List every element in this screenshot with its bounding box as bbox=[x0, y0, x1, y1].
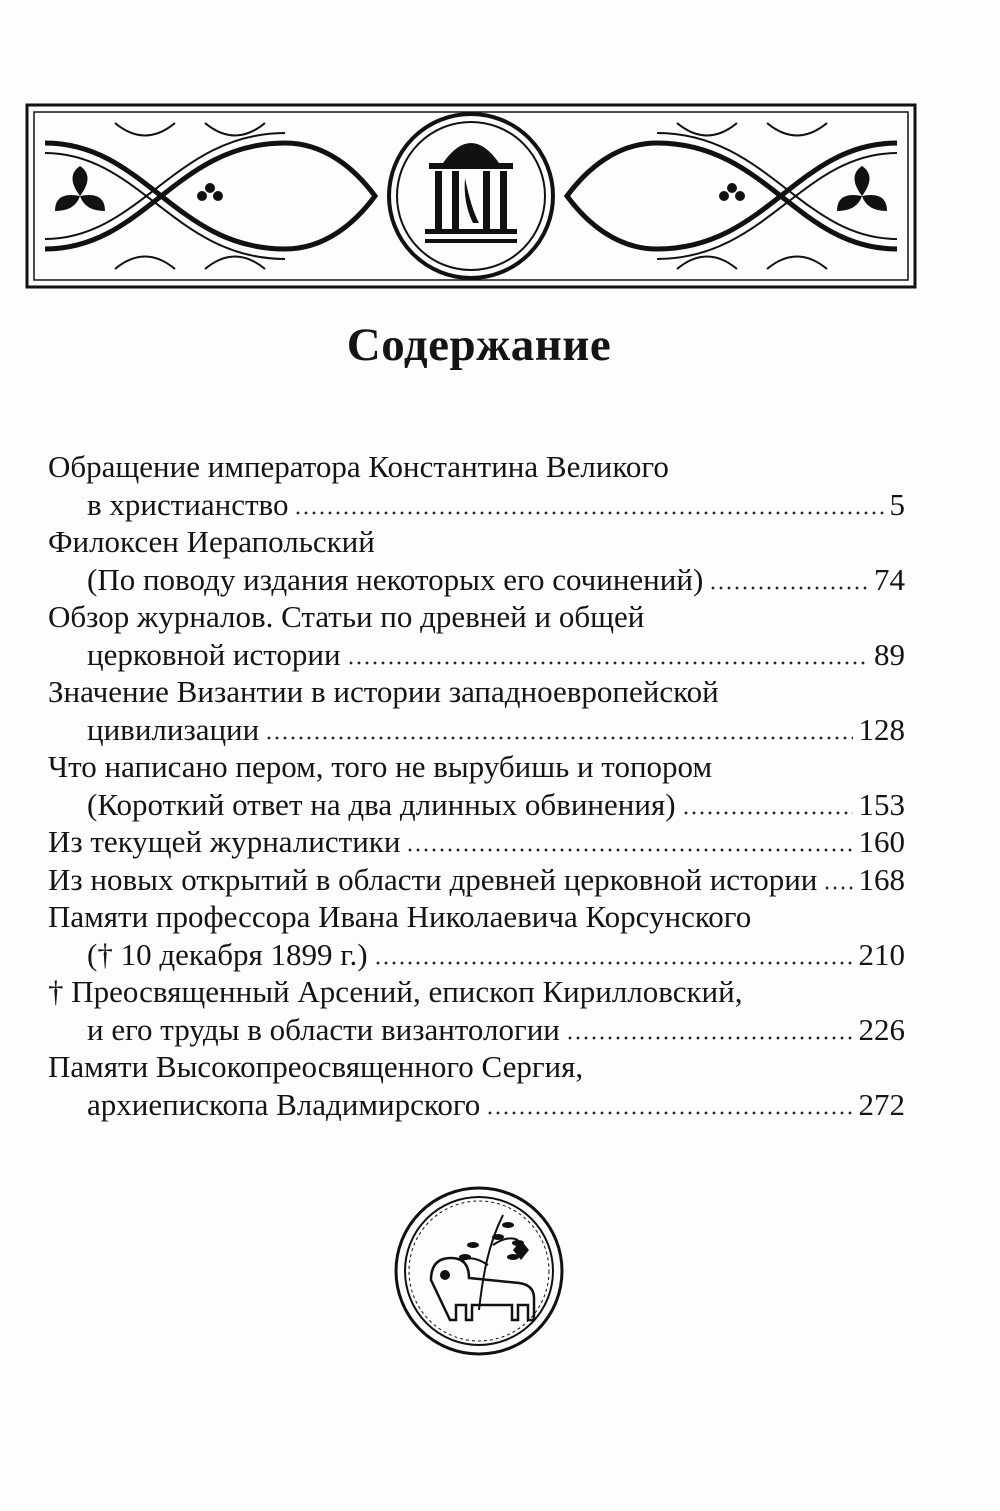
toc-entry-title: Что написано пером, того не вырубишь и топором bbox=[48, 749, 713, 784]
dot-leader bbox=[486, 1111, 852, 1115]
toc-entry[interactable] bbox=[48, 673, 905, 748]
toc-page-number: 210 bbox=[858, 936, 905, 972]
toc-entry-title: церковной истории bbox=[87, 636, 341, 672]
toc-entry-line bbox=[48, 561, 905, 599]
toc-entry-title: цивилизации bbox=[87, 711, 260, 747]
decorative-header-ornament bbox=[25, 103, 917, 289]
dot-leader bbox=[709, 586, 868, 590]
toc-entry-line bbox=[48, 486, 905, 524]
toc-entry-line bbox=[48, 636, 905, 674]
toc-entry[interactable] bbox=[48, 823, 905, 861]
dot-leader bbox=[347, 661, 868, 665]
dot-leader bbox=[682, 811, 853, 815]
toc-entry[interactable] bbox=[48, 1048, 905, 1123]
toc-page-number: 226 bbox=[858, 1011, 905, 1047]
toc-entry[interactable] bbox=[48, 448, 905, 523]
toc-entry[interactable] bbox=[48, 598, 905, 673]
toc-entry-line bbox=[48, 786, 905, 824]
dot-leader bbox=[374, 961, 853, 965]
toc-entry-line bbox=[48, 973, 905, 1011]
table-of-contents bbox=[48, 448, 905, 1123]
toc-entry-title: архиепископа Владимирского bbox=[87, 1086, 481, 1122]
toc-entry-title: Из новых открытий в области древней церковной истории bbox=[48, 861, 818, 897]
toc-entry-line bbox=[48, 523, 905, 561]
toc-entry-title: † Преосвященный Арсений, епископ Кирилловский, bbox=[48, 974, 743, 1009]
page-title: Содержание bbox=[346, 319, 612, 371]
toc-page-number: 153 bbox=[858, 786, 905, 822]
toc-entry[interactable] bbox=[48, 861, 905, 899]
toc-entry-line bbox=[48, 1048, 905, 1086]
toc-entry-line bbox=[48, 711, 905, 749]
toc-entry[interactable] bbox=[48, 523, 905, 598]
toc-entry-title: в христианство bbox=[87, 486, 289, 522]
toc-entry-title: Значение Византии в истории западноевропейской bbox=[48, 674, 719, 709]
toc-entry-line bbox=[48, 1011, 905, 1049]
dot-leader bbox=[294, 511, 883, 515]
dot-leader bbox=[265, 736, 852, 740]
dot-leader bbox=[406, 848, 852, 852]
toc-entry[interactable] bbox=[48, 748, 905, 823]
toc-page-number: 160 bbox=[858, 824, 905, 859]
toc-entry-line bbox=[48, 598, 905, 636]
toc-entry-title: (По поводу издания некоторых его сочинений) bbox=[87, 561, 704, 597]
toc-entry-line bbox=[48, 823, 905, 861]
toc-page-number: 5 bbox=[889, 486, 905, 522]
toc-entry-title: Памяти Высокопреосвященного Сергия, bbox=[48, 1049, 584, 1084]
toc-entry-title: Филоксен Иерапольский bbox=[48, 524, 375, 559]
toc-page-number: 128 bbox=[858, 711, 905, 747]
toc-entry-title: Обращение императора Константина Великого bbox=[48, 449, 669, 484]
toc-entry[interactable] bbox=[48, 973, 905, 1048]
toc-page-number: 74 bbox=[874, 561, 905, 597]
toc-page-number: 272 bbox=[858, 1086, 905, 1122]
toc-entry-line bbox=[48, 748, 905, 786]
toc-entry-line bbox=[48, 1086, 905, 1124]
toc-entry[interactable] bbox=[48, 898, 905, 973]
toc-entry-title: (Короткий ответ на два длинных обвинения) bbox=[87, 786, 676, 822]
dot-leader bbox=[823, 886, 852, 890]
toc-entry-title: Памяти профессора Ивана Николаевича Корсунского bbox=[48, 899, 752, 934]
toc-entry-line bbox=[48, 936, 905, 974]
toc-entry-title: Обзор журналов. Статьи по древней и общей bbox=[48, 599, 645, 634]
toc-entry-line bbox=[48, 673, 905, 711]
toc-entry-line bbox=[48, 448, 905, 486]
toc-entry-line bbox=[48, 898, 905, 936]
publisher-emblem-lion-icon bbox=[393, 1185, 565, 1357]
toc-entry-line bbox=[48, 861, 905, 899]
toc-page-number: 168 bbox=[858, 861, 905, 897]
toc-entry-title: и его труды в области византологии bbox=[87, 1011, 560, 1047]
toc-entry-title: († 10 декабря 1899 г.) bbox=[87, 936, 368, 972]
toc-page-number: 89 bbox=[874, 636, 905, 672]
toc-entry-title: Из текущей журналистики bbox=[48, 824, 401, 859]
dot-leader bbox=[566, 1036, 853, 1040]
